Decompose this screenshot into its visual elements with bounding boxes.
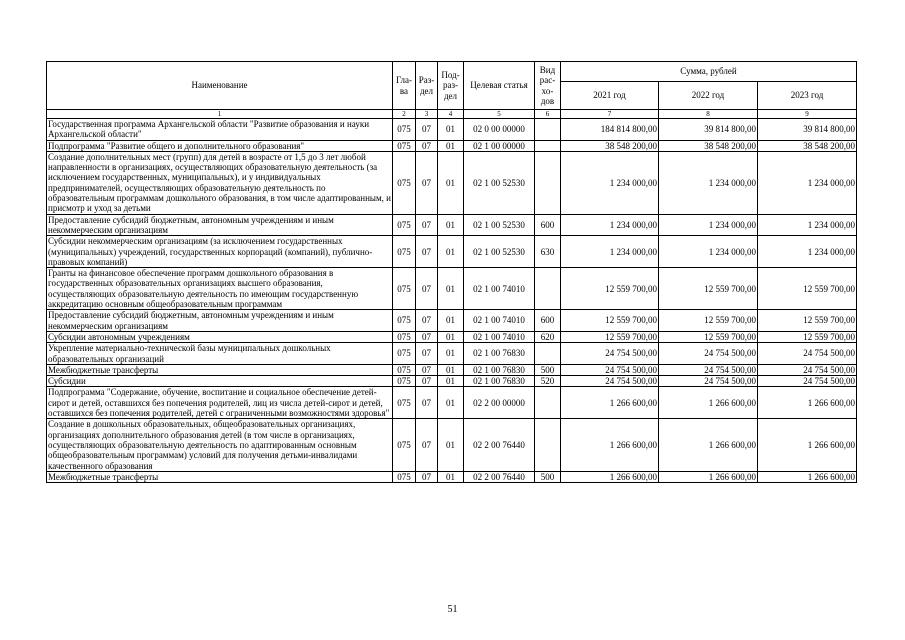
- column-number: 3: [416, 110, 438, 119]
- row-sum-2021: 24 754 500,00: [561, 364, 659, 375]
- row-sum-2021: 1 234 000,00: [561, 151, 659, 214]
- row-podrazdel: 01: [438, 376, 464, 387]
- row-vid: [535, 140, 561, 151]
- row-sum-2023: 12 559 700,00: [758, 310, 857, 332]
- row-glava: 075: [393, 376, 416, 387]
- row-podrazdel: 01: [438, 387, 464, 419]
- row-sum-2022: 24 754 500,00: [659, 343, 758, 365]
- column-number: 4: [438, 110, 464, 119]
- row-vid: [535, 343, 561, 365]
- row-target: 02 1 00 52530: [464, 151, 535, 214]
- row-razdel: 07: [416, 236, 438, 268]
- column-number: 7: [561, 110, 659, 119]
- row-vid: [535, 268, 561, 310]
- row-target: 02 0 00 00000: [464, 119, 535, 141]
- row-target: 02 1 00 76830: [464, 364, 535, 375]
- row-sum-2023: 1 234 000,00: [758, 214, 857, 236]
- header-year-2023: 2023 год: [758, 82, 857, 110]
- row-podrazdel: 01: [438, 214, 464, 236]
- row-glava: 075: [393, 419, 416, 471]
- row-vid: [535, 419, 561, 471]
- row-name: Межбюджетные трансферты: [47, 471, 393, 482]
- row-glava: 075: [393, 310, 416, 332]
- row-sum-2023: 24 754 500,00: [758, 376, 857, 387]
- column-number-row: [47, 110, 857, 119]
- row-sum-2021: 184 814 800,00: [561, 119, 659, 141]
- row-razdel: 07: [416, 331, 438, 342]
- column-number: 5: [464, 110, 535, 119]
- header-vid: Вид рас-хо-дов: [535, 62, 561, 110]
- row-sum-2023: 1 266 600,00: [758, 419, 857, 471]
- row-name: Межбюджетные трансферты: [47, 364, 393, 375]
- row-glava: 075: [393, 387, 416, 419]
- row-podrazdel: 01: [438, 343, 464, 365]
- table-row: [47, 364, 857, 375]
- row-name: Субсидии некоммерческим организациям (за исключением государственных (муниципальных) учреждений, государственных корпораций (компаний), публично-правовых компаний): [47, 236, 393, 268]
- row-sum-2022: 12 559 700,00: [659, 268, 758, 310]
- row-sum-2021: 1 234 000,00: [561, 214, 659, 236]
- row-sum-2021: 12 559 700,00: [561, 310, 659, 332]
- row-sum-2022: 38 548 200,00: [659, 140, 758, 151]
- row-podrazdel: 01: [438, 419, 464, 471]
- column-number: 8: [659, 110, 758, 119]
- row-sum-2023: 24 754 500,00: [758, 364, 857, 375]
- row-sum-2022: 24 754 500,00: [659, 364, 758, 375]
- document-page: [46, 61, 856, 483]
- row-razdel: 07: [416, 310, 438, 332]
- row-sum-2021: 24 754 500,00: [561, 343, 659, 365]
- budget-table: [46, 61, 857, 483]
- row-name: Предоставление субсидий бюджетным, автономным учреждениям и иным некоммерческим организациям: [47, 310, 393, 332]
- row-sum-2022: 12 559 700,00: [659, 310, 758, 332]
- row-sum-2021: 1 266 600,00: [561, 387, 659, 419]
- row-sum-2023: 39 814 800,00: [758, 119, 857, 141]
- row-glava: 075: [393, 331, 416, 342]
- row-sum-2021: 1 266 600,00: [561, 419, 659, 471]
- row-podrazdel: 01: [438, 331, 464, 342]
- header-year-2022: 2022 год: [659, 82, 758, 110]
- row-name: Создание в дошкольных образовательных, общеобразовательных организациях, организациях дополнительного образования детей (в том числе в организациях, осуществляющих образовательную деятельность по адаптированным основным общеобразовательным программам) условий для получения детьми-инвалидами качественного образования: [47, 419, 393, 471]
- row-podrazdel: 01: [438, 119, 464, 141]
- row-target: 02 1 00 74010: [464, 331, 535, 342]
- table-row: [47, 119, 857, 141]
- row-name: Создание дополнительных мест (групп) для детей в возрасте от 1,5 до 3 лет любой направленности в организациях, осуществляющих образовательную деятельность (за исключением государственных, муниципальных), и у индивидуальных предпринимателей, осуществляющих образовательную деятельность по образовательным программам дошкольного образования, в том числе адаптированным, и присмотр и уход за детьми: [48, 151, 391, 214]
- row-sum-2023: 38 548 200,00: [758, 140, 857, 151]
- row-target: 02 1 00 52530: [464, 236, 535, 268]
- row-razdel: 07: [416, 364, 438, 375]
- column-number: 2: [393, 110, 416, 119]
- row-sum-2022: 1 266 600,00: [659, 387, 758, 419]
- row-sum-2021: 24 754 500,00: [561, 376, 659, 387]
- header-podrazdel: Под-раз-дел: [438, 62, 464, 110]
- table-row: [47, 331, 857, 342]
- row-sum-2021: 12 559 700,00: [561, 268, 659, 310]
- row-sum-2023: 1 266 600,00: [758, 471, 857, 482]
- row-sum-2021: 1 266 600,00: [561, 471, 659, 482]
- row-glava: 075: [393, 151, 416, 214]
- row-glava: 075: [393, 140, 416, 151]
- row-sum-2022: 1 234 000,00: [659, 214, 758, 236]
- row-glava: 075: [393, 364, 416, 375]
- row-vid: 500: [535, 471, 561, 482]
- row-vid: [535, 119, 561, 141]
- header-razdel: Раз-дел: [416, 62, 438, 110]
- table-row: [47, 471, 857, 482]
- row-razdel: 07: [416, 119, 438, 141]
- row-razdel: 07: [416, 376, 438, 387]
- row-glava: 075: [393, 214, 416, 236]
- table-body: [47, 119, 857, 483]
- row-razdel: 07: [416, 268, 438, 310]
- row-podrazdel: 01: [438, 140, 464, 151]
- row-vid: 600: [535, 214, 561, 236]
- row-target: 02 1 00 52530: [464, 214, 535, 236]
- table-row: [47, 376, 857, 387]
- row-name: Подпрограмма "Содержание, обучение, воспитание и социальное обеспечение детей-сирот и детей, оставшихся без попечения родителей, лиц из числа детей-сирот и детей, оставшихся без попечения родителей, детей с ограниченными возможностями здоровья": [47, 387, 393, 419]
- row-glava: 075: [393, 119, 416, 141]
- table-row: [47, 387, 857, 419]
- table-row: [47, 419, 857, 471]
- row-name: Государственная программа Архангельской области "Развитие образования и науки Архангельской области": [47, 119, 393, 141]
- row-sum-2022: 24 754 500,00: [659, 376, 758, 387]
- row-glava: 075: [393, 268, 416, 310]
- header-year-2021: 2021 год: [561, 82, 659, 110]
- row-sum-2022: 39 814 800,00: [659, 119, 758, 141]
- row-target: 02 2 00 00000: [464, 387, 535, 419]
- row-razdel: 07: [416, 214, 438, 236]
- row-sum-2022: 1 266 600,00: [659, 419, 758, 471]
- row-name: Субсидии: [47, 376, 393, 387]
- column-number: 9: [758, 110, 857, 119]
- row-glava: 075: [393, 471, 416, 482]
- row-sum-2023: 12 559 700,00: [758, 331, 857, 342]
- row-sum-2022: 1 234 000,00: [659, 236, 758, 268]
- row-vid: 600: [535, 310, 561, 332]
- table-row: [47, 214, 857, 236]
- header-row-top: [47, 62, 857, 82]
- row-target: 02 2 00 76440: [464, 471, 535, 482]
- table-row: [47, 151, 857, 214]
- header-name: Наименование: [47, 62, 393, 110]
- header-summa: Сумма, рублей: [561, 62, 857, 82]
- row-glava: 075: [393, 343, 416, 365]
- row-razdel: 07: [416, 151, 438, 214]
- row-vid: 500: [535, 364, 561, 375]
- row-glava: 075: [393, 236, 416, 268]
- row-podrazdel: 01: [438, 236, 464, 268]
- row-razdel: 07: [416, 140, 438, 151]
- row-name: Субсидии автономным учреждениям: [47, 331, 393, 342]
- header-target: Целевая статья: [464, 62, 535, 110]
- table-row: [47, 236, 857, 268]
- row-vid: [535, 387, 561, 419]
- row-sum-2023: 1 234 000,00: [758, 151, 857, 214]
- row-razdel: 07: [416, 343, 438, 365]
- page-number: 51: [447, 604, 458, 615]
- row-podrazdel: 01: [438, 364, 464, 375]
- column-number: 6: [535, 110, 561, 119]
- row-target: 02 1 00 74010: [464, 268, 535, 310]
- row-sum-2023: 1 234 000,00: [758, 236, 857, 268]
- row-sum-2023: 24 754 500,00: [758, 343, 857, 365]
- row-razdel: 07: [416, 387, 438, 419]
- row-sum-2021: 38 548 200,00: [561, 140, 659, 151]
- row-name: Предоставление субсидий бюджетным, автономным учреждениям и иным некоммерческим организациям: [47, 214, 393, 236]
- table-row: [47, 140, 857, 151]
- row-target: 02 1 00 74010: [464, 310, 535, 332]
- header-glava: Гла-ва: [393, 62, 416, 110]
- table-row: [47, 268, 857, 310]
- row-target: 02 2 00 76440: [464, 419, 535, 471]
- row-vid: 520: [535, 376, 561, 387]
- row-sum-2021: 1 234 000,00: [561, 236, 659, 268]
- row-target: 02 1 00 76830: [464, 343, 535, 365]
- row-vid: 630: [535, 236, 561, 268]
- table-row: [47, 343, 857, 365]
- row-name: Гранты на финансовое обеспечение программ дошкольного образования в государственных образовательных организациях высшего образования, осуществляющих образовательную деятельность по имеющим государственную аккредитацию основным общеобразовательным программам: [47, 268, 393, 310]
- row-sum-2022: 12 559 700,00: [659, 331, 758, 342]
- row-sum-2023: 1 266 600,00: [758, 387, 857, 419]
- row-name: Укрепление материально-технической базы муниципальных дошкольных образовательных организаций: [47, 343, 393, 365]
- row-name: Подпрограмма "Развитие общего и дополнительного образования": [47, 140, 393, 151]
- row-podrazdel: 01: [438, 310, 464, 332]
- table-row: [47, 310, 857, 332]
- row-podrazdel: 01: [438, 471, 464, 482]
- row-razdel: 07: [416, 471, 438, 482]
- row-sum-2022: 1 266 600,00: [659, 471, 758, 482]
- row-vid: 620: [535, 331, 561, 342]
- column-number: 1: [47, 110, 393, 119]
- row-podrazdel: 01: [438, 268, 464, 310]
- row-sum-2022: 1 234 000,00: [659, 151, 758, 214]
- row-podrazdel: 01: [438, 151, 464, 214]
- row-razdel: 07: [416, 419, 438, 471]
- row-sum-2021: 12 559 700,00: [561, 331, 659, 342]
- row-target: 02 1 00 00000: [464, 140, 535, 151]
- row-target: 02 1 00 76830: [464, 376, 535, 387]
- row-vid: [535, 151, 561, 214]
- row-sum-2023: 12 559 700,00: [758, 268, 857, 310]
